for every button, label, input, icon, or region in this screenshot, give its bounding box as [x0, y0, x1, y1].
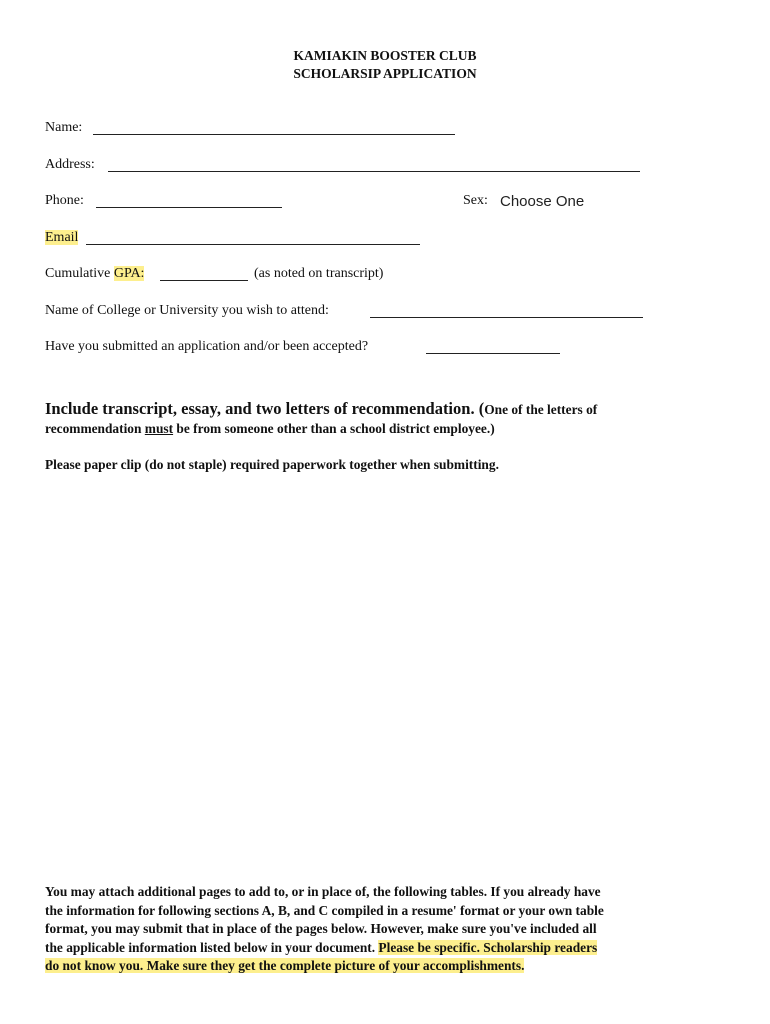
college-label: Name of College or University you wish to attend:	[45, 303, 329, 318]
footer-line-1: You may attach additional pages to add to, or in place of, the following tables. If you already have	[45, 884, 601, 899]
additional-pages-paragraph	[45, 883, 725, 976]
phone-field[interactable]	[96, 207, 282, 208]
gpa-field[interactable]	[160, 280, 248, 281]
gpa-note: (as noted on transcript)	[254, 266, 384, 281]
address-field[interactable]	[108, 171, 640, 172]
gpa-label-prefix: Cumulative	[45, 266, 114, 281]
sex-dropdown[interactable]: Choose One	[500, 193, 585, 210]
email-field[interactable]	[86, 244, 420, 245]
form-title: SCHOLARSIP APPLICATION	[293, 66, 477, 81]
requirements-note-2b: be from someone other than a school district employee.)	[173, 420, 495, 436]
phone-label: Phone:	[45, 193, 84, 208]
footer-line-3: format, you may submit that in place of the pages below. However, make sure you've included all	[45, 921, 597, 936]
name-label: Name:	[45, 120, 83, 135]
email-label: Email	[45, 230, 79, 245]
gpa-label-highlight: GPA:	[113, 266, 145, 281]
club-title: KAMIAKIN BOOSTER CLUB	[293, 48, 477, 63]
footer-line-2: the information for following sections A, B, and C compiled in a resume' format or your own table	[45, 902, 604, 918]
requirements-paragraph	[45, 400, 725, 438]
submitted-label: Have you submitted an application and/or been accepted?	[45, 339, 369, 354]
submitted-field[interactable]	[426, 353, 560, 354]
requirements-must: must	[144, 420, 174, 436]
footer-highlight-1: Please be specific. Scholarship readers	[378, 939, 598, 955]
footer-highlight-2: do not know you. Make sure they get the complete picture of your accomplishments.	[45, 958, 525, 973]
address-label: Address:	[45, 157, 95, 172]
sex-label: Sex:	[463, 193, 488, 208]
college-field[interactable]	[370, 317, 643, 318]
footer-line-4: the applicable information listed below in your document.	[45, 939, 379, 955]
requirements-main: Include transcript, essay, and two letters of recommendation. (	[45, 399, 485, 418]
requirements-note-2a: recommendation	[45, 420, 145, 436]
gpa-label	[45, 266, 144, 282]
paperclip-instruction: Please paper clip (do not staple) required paperwork together when submitting.	[45, 457, 499, 472]
name-field[interactable]	[93, 134, 455, 135]
requirements-note-1: One of the letters of	[484, 402, 598, 417]
